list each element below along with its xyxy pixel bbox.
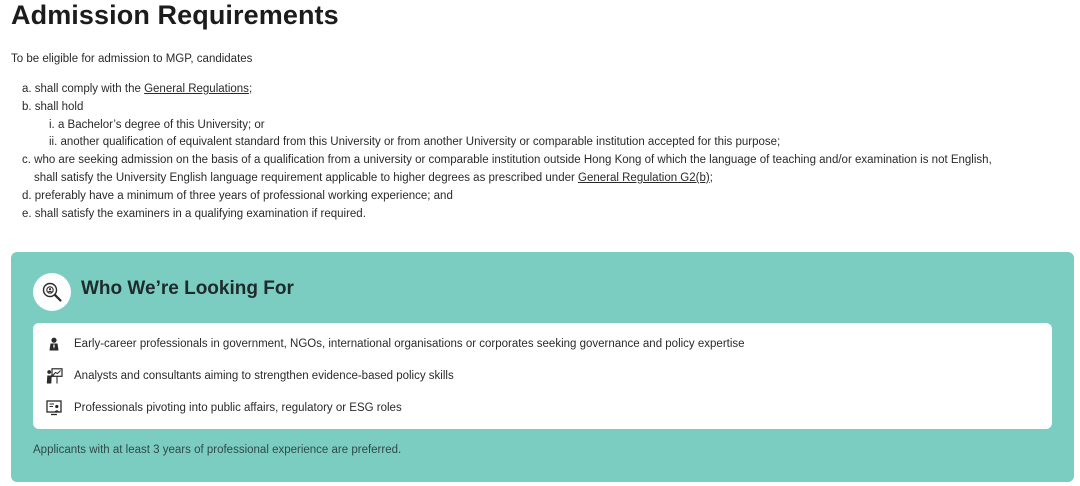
- list-item-text: Analysts and consultants aiming to strengthen evidence-based policy skills: [74, 370, 454, 382]
- requirement-b-sublist: [22, 117, 992, 153]
- list-item: [45, 334, 745, 354]
- panel-title: Who We’re Looking For: [81, 278, 294, 299]
- requirement-a-suffix: ;: [248, 83, 253, 95]
- intro-text: To be eligible for admission to MGP, candidates: [11, 53, 253, 65]
- requirement-c: [22, 152, 992, 188]
- requirement-a-prefix: a. shall comply with the: [22, 83, 145, 95]
- list-item: [45, 398, 402, 418]
- list-item: [45, 366, 454, 386]
- requirement-b-text: b. shall hold: [22, 100, 84, 113]
- requirement-d: d. preferably have a minimum of three years of professional working experience; and: [22, 189, 453, 202]
- requirement-b-i: i. a Bachelor’s degree of this University; or: [49, 118, 265, 131]
- requirement-b-ii: ii. another qualification of equivalent standard from this University or from another University or comparable institution accepted for this purpose;: [49, 136, 781, 149]
- requirement-e: e. shall satisfy the examiners in a qualifying examination if required.: [22, 207, 366, 220]
- requirements-list: [22, 81, 992, 223]
- requirement-c-line2-suffix: ;: [709, 171, 713, 184]
- screen-user-icon: [45, 399, 63, 417]
- profiles-card: [33, 323, 1052, 429]
- requirement-c-line1: c. who are seeking admission on the basis of a qualification from a university or comparable institution outside Hong Kong of which the language of teaching and/or examination is not English,: [22, 154, 992, 167]
- general-regulation-g2b-link[interactable]: General Regulation G2(b): [578, 171, 710, 184]
- page-title: Admission Requirements: [11, 0, 339, 30]
- general-regulations-link[interactable]: General Regulations: [144, 83, 249, 95]
- requirement-a: [22, 81, 992, 99]
- presenter-icon: [45, 367, 63, 385]
- person-icon: [45, 335, 63, 353]
- requirement-b: [22, 99, 992, 152]
- panel-note: Applicants with at least 3 years of professional experience are preferred.: [33, 444, 402, 456]
- who-we-are-looking-for-panel: [11, 252, 1074, 482]
- list-item-text: Early-career professionals in government, NGOs, international organisations or corporates seeking governance and policy expertise: [74, 338, 745, 350]
- requirement-c-line2-prefix: shall satisfy the University English language requirement applicable to higher degrees as prescribed under: [34, 171, 579, 184]
- requirement-c-line2: [22, 170, 992, 188]
- magnifier-icon: [33, 273, 71, 311]
- list-item-text: Professionals pivoting into public affairs, regulatory or ESG roles: [74, 402, 402, 414]
